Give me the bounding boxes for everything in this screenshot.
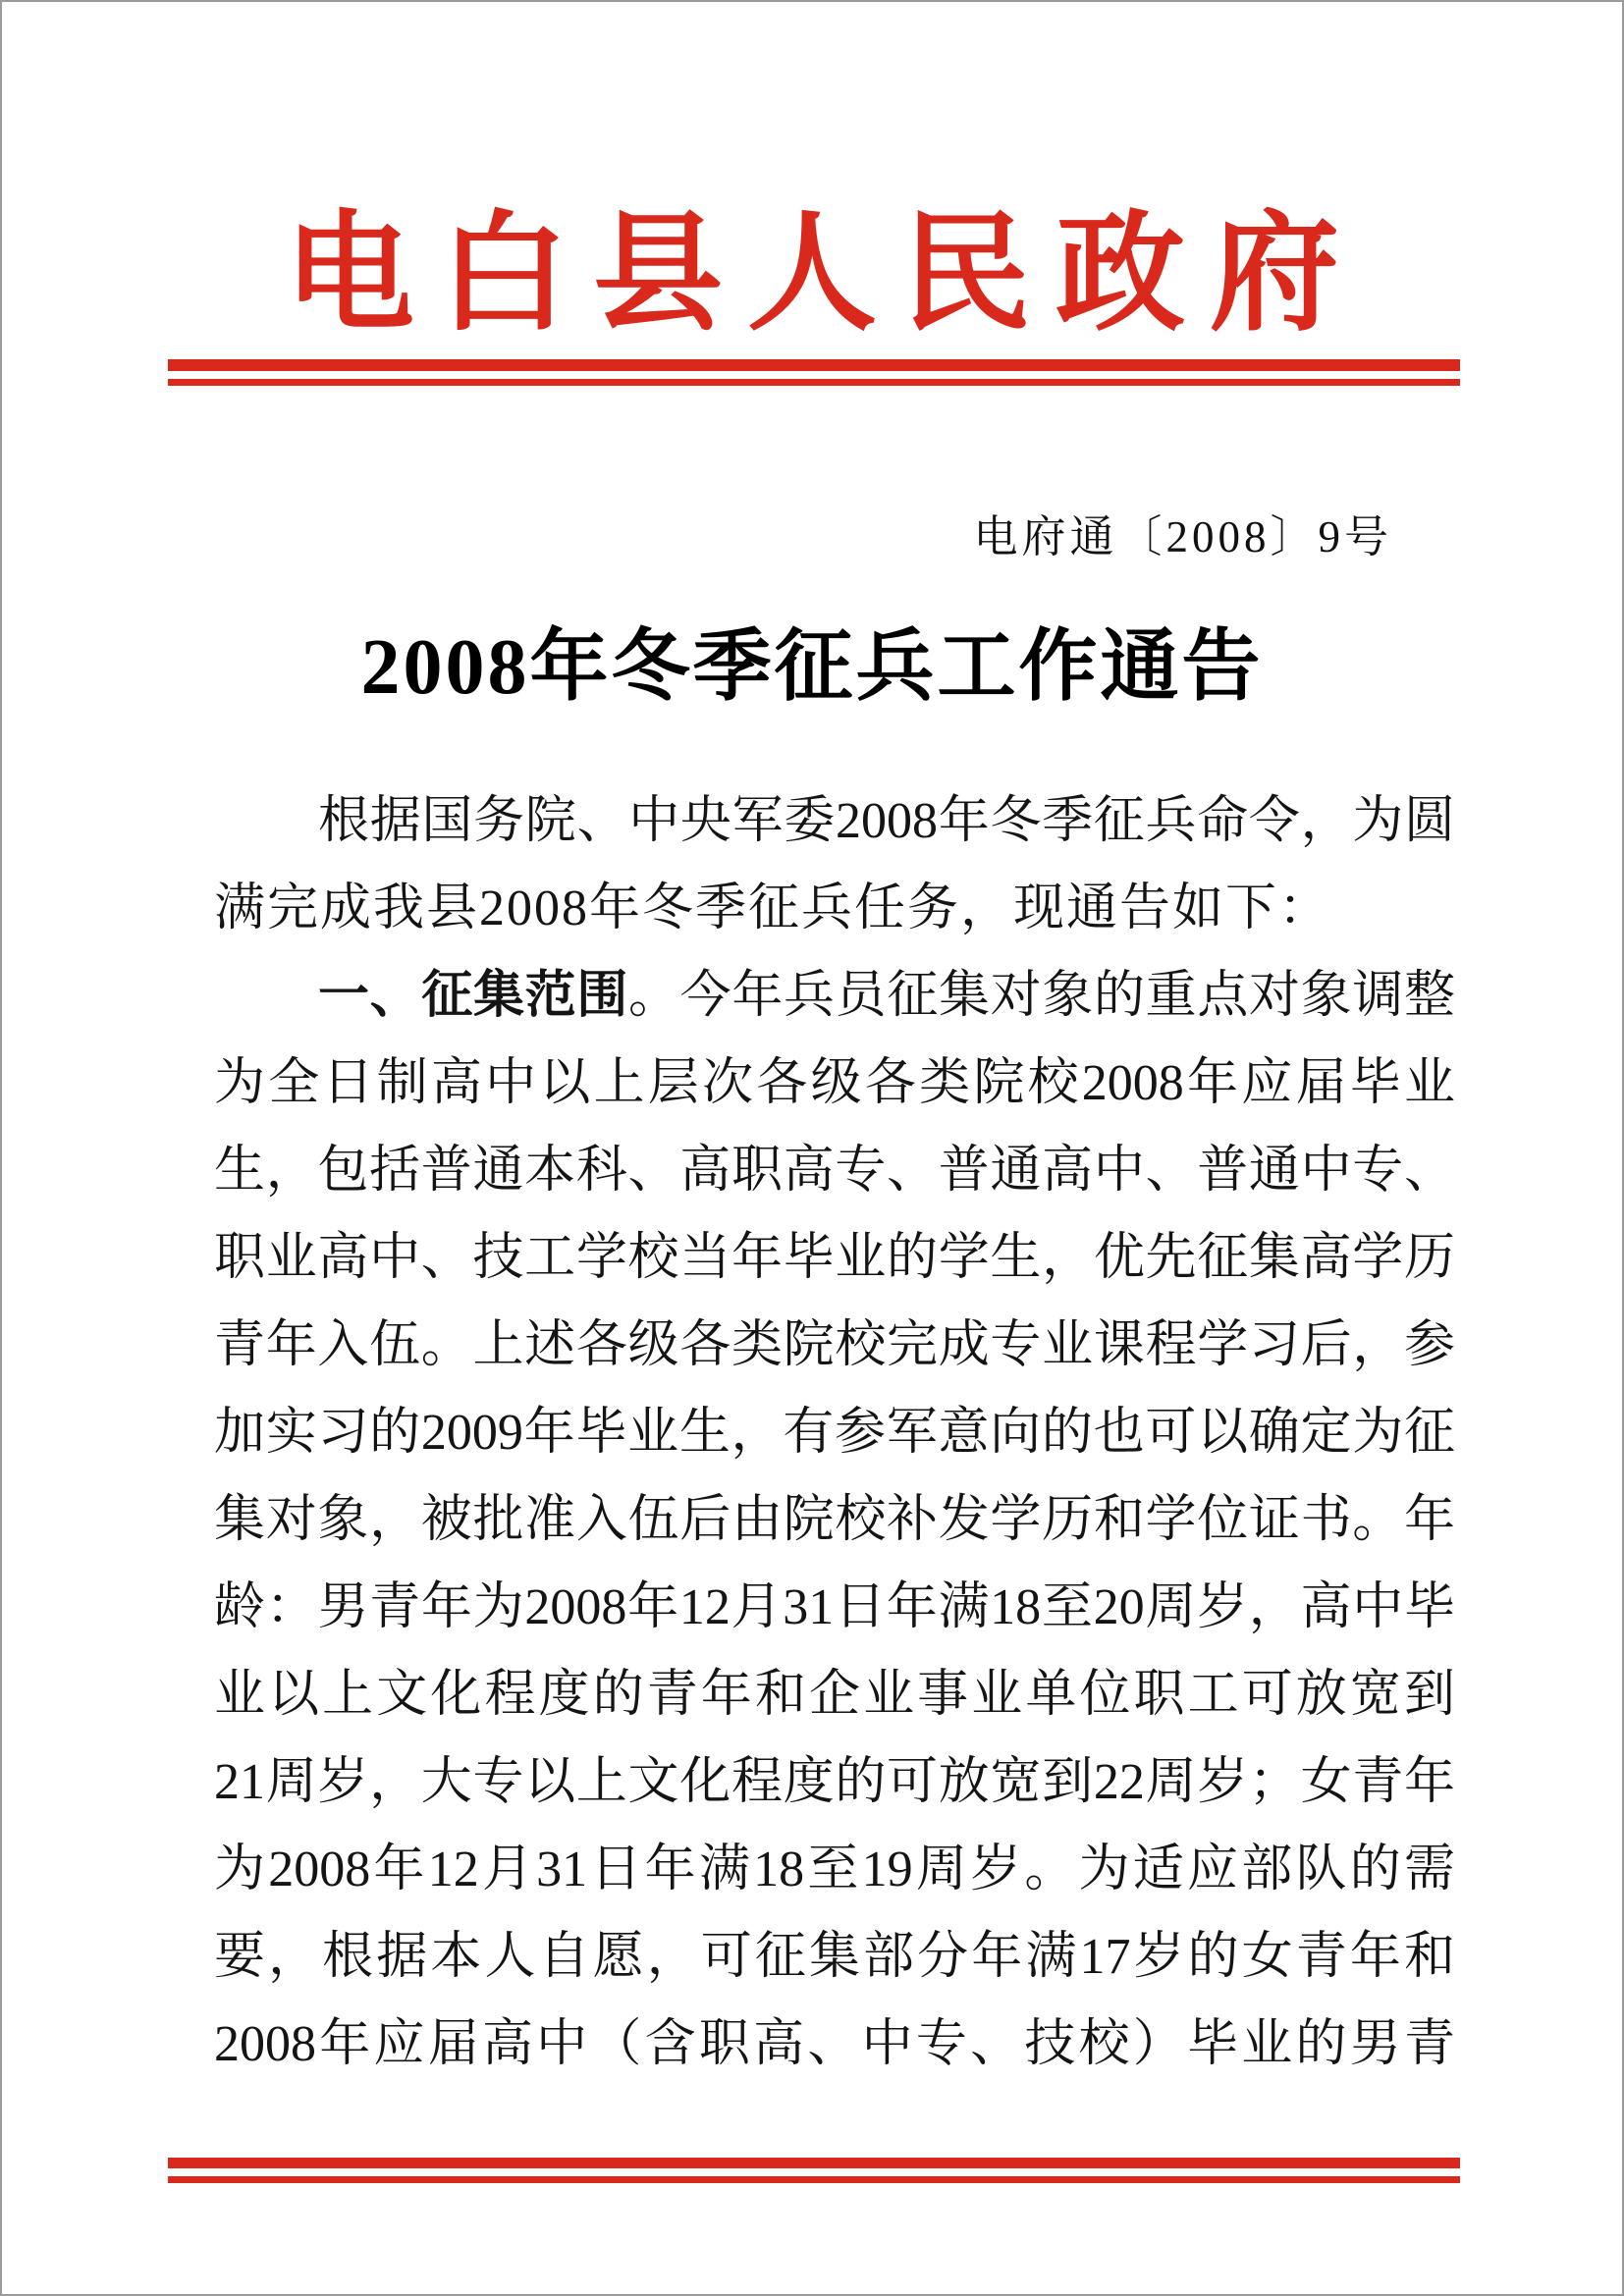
body-line: 要，根据本人自愿，可征集部分年满17岁的女青年和 (214, 1929, 1455, 1985)
body-line: 满完成我县2008年冬季征兵任务，现通告如下： (214, 881, 1332, 936)
body-line: 业以上文化程度的青年和企业事业单位职工可放宽到 (214, 1667, 1455, 1723)
body-line: 加实习的2009年毕业生，有参军意向的也可以确定为征 (214, 1405, 1455, 1461)
body-line: 青年入伍。上述各级各类院校完成专业课程学习后，参 (214, 1317, 1455, 1373)
body-line: 根据国务院、中央军委2008年冬季征兵命令，为圆 (318, 793, 1455, 849)
section-heading: 一、征集范围 (318, 967, 628, 1024)
body-line: 职业高中、技工学校当年毕业的学生，优先征集高学历 (214, 1230, 1455, 1286)
header-rule-thin (168, 379, 1460, 386)
body-line: 为2008年12月31日年满18至19周岁。为适应部队的需 (214, 1842, 1455, 1897)
document-number: 电府通〔2008〕9号 (973, 512, 1392, 561)
body-line: 2008年应届高中（含职高、中专、技校）毕业的男青 (214, 2016, 1455, 2072)
footer-rule-thin (168, 2176, 1460, 2183)
body-line: 一、征集范围。今年兵员征集对象的重点对象调整 (318, 967, 1455, 1024)
body-line: 21周岁，大专以上文化程度的可放宽到22周岁；女青年 (214, 1754, 1455, 1810)
body-line: 为全日制高中以上层次各级各类院校2008年应届毕业 (214, 1055, 1455, 1111)
body-line: 生，包括普通本科、高职高专、普通高中、普通中专、 (214, 1143, 1455, 1199)
document-title: 2008年冬季征兵工作通告 (360, 624, 1264, 711)
header-rule-thick (168, 359, 1460, 371)
footer-rule-thick (168, 2158, 1460, 2168)
government-header-title: 电白县人民政府 (285, 202, 1364, 347)
body-line: 集对象，被批准入伍后由院校补发学历和学位证书。年 (214, 1492, 1455, 1548)
document-body (214, 777, 1455, 2088)
body-line: 龄：男青年为2008年12月31日年满18至20周岁，高中毕 (214, 1579, 1455, 1635)
